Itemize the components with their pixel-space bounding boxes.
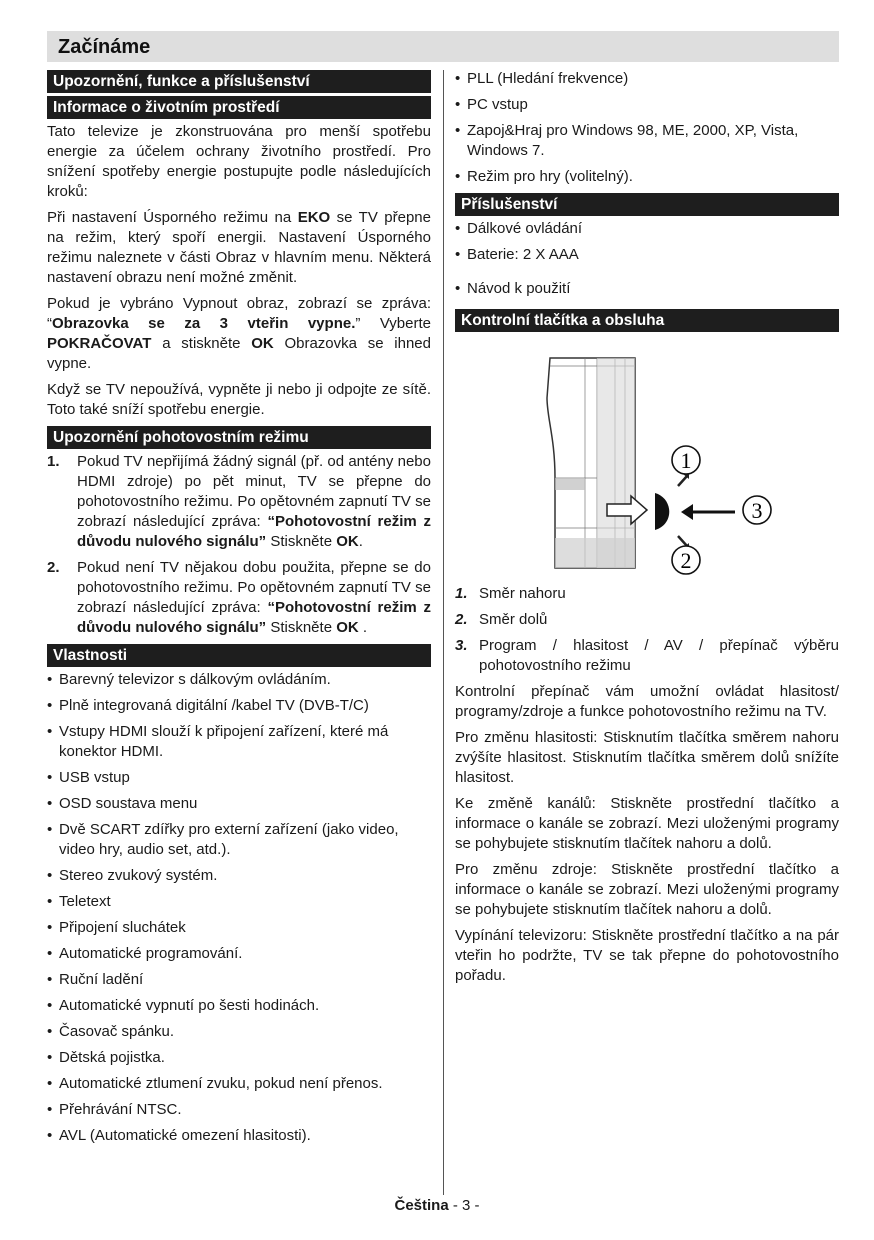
- section-header-standby: Upozornění pohotovostním režimu: [47, 426, 431, 449]
- figure-label-1: 1: [680, 448, 692, 473]
- accessory-item: • Dálkové ovládání: [455, 219, 839, 239]
- footer-language: Čeština: [394, 1197, 449, 1214]
- feature-item: • Automatické vypnutí po šesti hodinách.: [47, 996, 431, 1016]
- env-paragraph-3: Pokud je vybráno Vypnout obraz, zobrazí se zpráva: “Obrazovka se za 3 vteřin vypne.” Vyberte POKRAČOVAT a stiskněte OK Obrazovka se ihned vypne.: [47, 295, 431, 372]
- tv-side-diagram: [455, 338, 839, 578]
- page-footer: [0, 1196, 874, 1216]
- standby-item: 1. Pokud TV nepřijímá žádný signál (př. od antény nebo HDMI zdroje) po pět minut, TV se přepne do pohotovostního režimu. Po opětovném zapnutí TV se zobrazí následující zpráva: “Pohotovostní režim z důvodu nulového signálu” Stiskněte OK.: [47, 453, 432, 550]
- accessory-item: • Baterie: 2 X AAA: [455, 245, 839, 265]
- controls-list: [455, 584, 839, 676]
- controls-paragraph: Kontrolní přepínač vám umožní ovládat hlasitost/ programy/zdroje a funkce pohotovostního režimu na TV.: [455, 683, 839, 720]
- features-list: [47, 670, 431, 1146]
- figure-label-2: 2: [680, 548, 692, 573]
- right-column: [455, 67, 839, 992]
- accessory-item: • Návod k použití: [455, 279, 839, 299]
- section-header-features: Vlastnosti: [47, 644, 431, 667]
- feature-item: • PC vstup: [455, 95, 839, 115]
- feature-item: • AVL (Automatické omezení hlasitosti).: [47, 1126, 431, 1146]
- control-item: 1. Směr nahoru: [455, 585, 566, 602]
- volume-paragraph: Pro změnu hlasitosti: Stisknutím tlačítka směrem nahoru zvýšíte hlasitost. Stisknutím tlačítka směrem dolů snížíte hlasitost.: [455, 729, 839, 786]
- left-column: [47, 70, 431, 1152]
- feature-item: • Režim pro hry (volitelný).: [455, 167, 839, 187]
- control-item: 2. Směr dolů: [455, 611, 548, 628]
- feature-item: • Vstupy HDMI slouží k připojení zařízení, které má konektor HDMI.: [47, 722, 431, 762]
- page-number: - 3 -: [448, 1197, 480, 1214]
- section-header-environment: Informace o životním prostředí: [47, 96, 431, 119]
- feature-item: • Teletext: [47, 892, 431, 912]
- feature-item: • Časovač spánku.: [47, 1022, 431, 1042]
- control-item: 3. Program / hlasitost / AV / přepínač výběru pohotovostního režimu: [455, 637, 839, 674]
- power-off-paragraph: Vypínání televizoru: Stiskněte prostřední tlačítko a na pár vteřin ho podržte, TV se tak přepne do pohotovostního pořadu.: [455, 927, 839, 984]
- env-paragraph-4: Když se TV nepoužívá, vypněte ji nebo ji odpojte ze sítě. Toto také sníží spotřebu energie.: [47, 381, 431, 418]
- feature-item: • Připojení sluchátek: [47, 918, 431, 938]
- source-paragraph: Pro změnu zdroje: Stiskněte prostřední tlačítko a informace o kanále se zobrazí. Mezi uloženými programy se pohybujete stisknutím tlačítek nahoru a dolů.: [455, 861, 839, 918]
- section-header-accessories: Příslušenství: [455, 193, 839, 216]
- feature-item: • Dvě SCART zdířky pro externí zařízení (jako video, video hry, audio set, atd.).: [47, 820, 431, 860]
- feature-item: • Plně integrovaná digitální /kabel TV (DVB-T/C): [47, 696, 431, 716]
- column-divider: [443, 70, 444, 1195]
- env-paragraph-2: Při nastavení Úsporného režimu na EKO se TV přepne na režim, který spoří energii. Nastavení Úsporného režimu naleznete v části Obraz v hlavním menu. Některá nastavení obrazu není možné změnit.: [47, 209, 431, 286]
- figure-label-3: 3: [751, 498, 763, 523]
- section-header-notices: Upozornění, funkce a příslušenství: [47, 70, 431, 93]
- feature-item: • Automatické programování.: [47, 944, 431, 964]
- feature-item: • Ruční ladění: [47, 970, 431, 990]
- feature-item: • Dětská pojistka.: [47, 1048, 431, 1068]
- page-title: Začínáme: [47, 31, 839, 62]
- feature-item: • PLL (Hledání frekvence): [455, 69, 839, 89]
- env-paragraph-1: Tato televize je zkonstruována pro menší spotřebu energie za účelem ochrany životního prostředí. Pro snížení spotřeby energie postupujte podle následujících kroků:: [47, 123, 431, 200]
- feature-item: • Stereo zvukový systém.: [47, 866, 431, 886]
- feature-item: • Přehrávání NTSC.: [47, 1100, 431, 1120]
- standby-item: 2. Pokud není TV nějakou dobu použita, přepne se do pohotovostního režimu. Po opětovném zapnutí TV se zobrazí následující zpráva: “Pohotovostní režim z důvodu nulového signálu” Stiskněte OK .: [47, 559, 432, 636]
- control-switch-illustration: [455, 338, 839, 578]
- standby-list: [47, 452, 431, 638]
- feature-item: • USB vstup: [47, 768, 431, 788]
- feature-item: • Zapoj&Hraj pro Windows 98, ME, 2000, XP, Vista, Windows 7.: [455, 121, 839, 161]
- features-list-continued: [455, 69, 839, 187]
- feature-item: • Barevný televizor s dálkovým ovládáním.: [47, 670, 431, 690]
- accessories-list: [455, 219, 839, 299]
- channel-paragraph: Ke změně kanálů: Stiskněte prostřední tlačítko a informace o kanále se zobrazí. Mezi uloženými programy se pohybujete stisknutím tlačítek nahoru a dolů.: [455, 795, 839, 852]
- feature-item: • Automatické ztlumení zvuku, pokud není přenos.: [47, 1074, 431, 1094]
- feature-item: • OSD soustava menu: [47, 794, 431, 814]
- section-header-controls: Kontrolní tlačítka a obsluha: [455, 309, 839, 332]
